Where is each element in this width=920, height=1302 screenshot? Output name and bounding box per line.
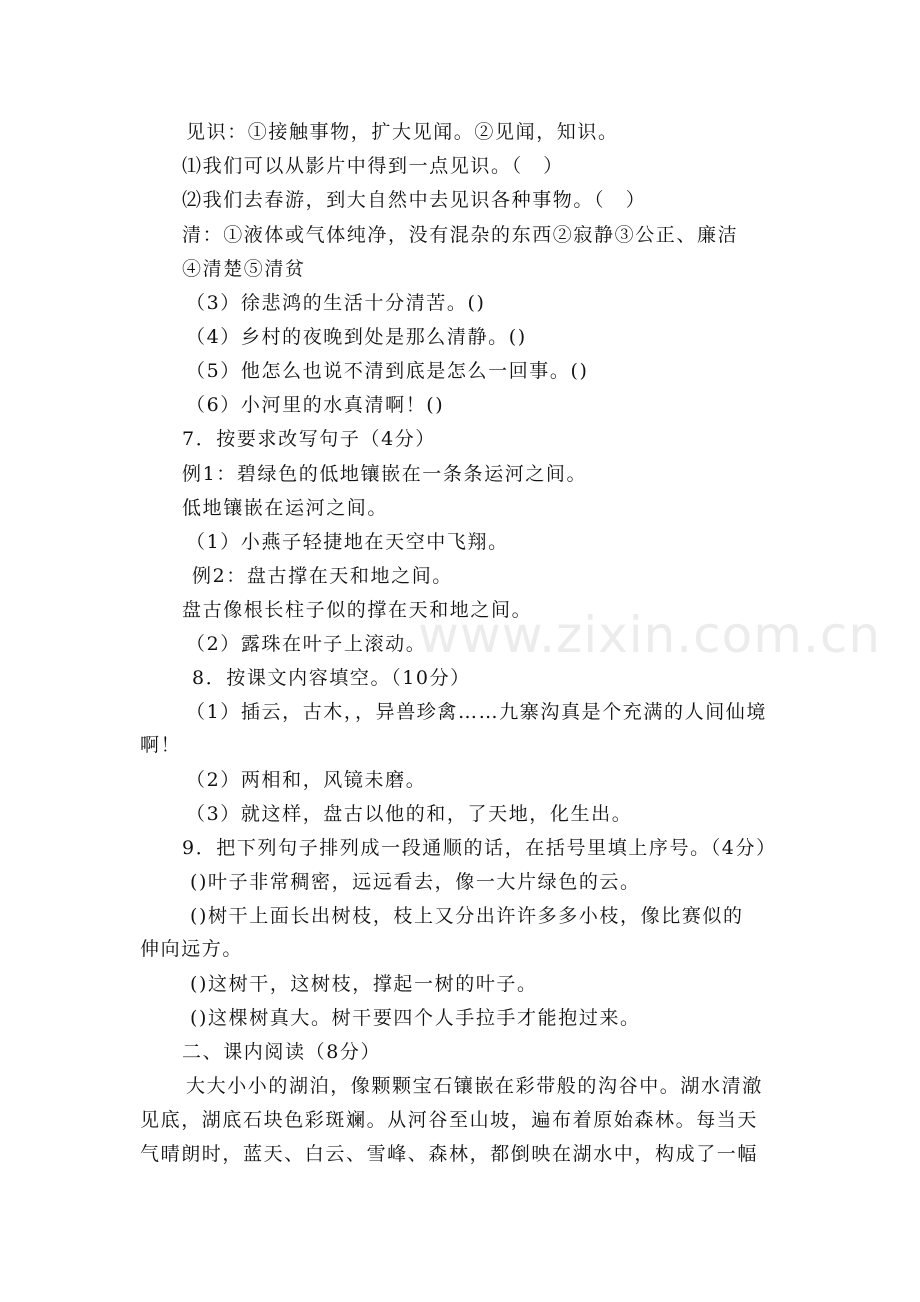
text-line: 盘古像根长柱子似的撑在天和地之间。 [182,599,533,621]
text-line: （5）他怎么也说不清到底是怎么一回事。() [186,360,589,382]
text-line: （6）小河里的水真清啊！() [186,394,445,416]
text-line: ()这树干，这树枝，撑起一树的叶子。 [190,973,538,995]
text-line: ()这棵树真大。树干要四个人手拉手才能抱过来。 [190,1007,641,1029]
text-line: （2）两相和，风镜未磨。 [186,769,427,791]
text-line: 二、课内阅读（8分） [182,1041,382,1063]
text-line: 见识：①接触事物，扩大见闻。②见闻，知识。 [186,121,619,143]
text-line: 低地镶嵌在运河之间。 [182,497,389,519]
text-line: ⑴我们可以从影片中得到一点见识。（ ） [182,155,564,177]
text-line: 7．按要求改写句子（4分） [182,428,436,450]
text-line: （4）乡村的夜晚到处是那么清静。() [186,326,527,348]
text-line: （1）插云，古木，，异兽珍禽……九寨沟真是个充满的人间仙境 [186,701,767,723]
text-line: ()叶子非常稠密，远远看去，像一大片绿色的云。 [190,871,641,893]
text-line: 伸向远方。 [140,938,244,960]
text-line: 啊！ [140,734,182,756]
text-line: （3）徐悲鸿的生活十分清苦。() [186,292,486,314]
text-line: （3）就这样，盘古以他的和，了天地，化生出。 [186,803,633,825]
watermark: www.zixin.com.cn [418,606,882,664]
text-line: ()树干上面长出树枝，枝上又分出许许多多小枝，像比赛似的 [190,905,744,927]
text-line: 大大小小的湖泊，像颗颗宝石镶嵌在彩带般的沟谷中。湖水清澈 [186,1075,763,1097]
text-line: 清：①液体或气体纯净，没有混杂的东西②寂静③公正、廉洁 [182,224,739,246]
text-line: ⑵我们去春游，到大自然中去见识各种事物。（ ） [182,189,647,211]
text-line: 见底，湖底石块色彩斑斓。从河谷至山坡，遍布着原始森林。每当天 [140,1109,759,1131]
text-line: ④清楚⑤清贫 [182,258,306,280]
text-line: （2）露珠在叶子上滚动。 [186,633,427,655]
text-line: 8．按课文内容填空。（10分） [192,667,471,689]
text-line: （1）小燕子轻捷地在天空中飞翔。 [186,531,509,553]
text-line: 气晴朗时，蓝天、白云、雪峰、森林，都倒映在湖水中，构成了一幅 [140,1143,759,1165]
text-line: 例1：碧绿色的低地镶嵌在一条条运河之间。 [182,463,588,485]
text-line: 9．把下列句子排列成一段通顺的话，在括号里填上序号。（4分） [182,837,777,859]
text-line: 例2：盘古撑在天和地之间。 [192,565,453,587]
